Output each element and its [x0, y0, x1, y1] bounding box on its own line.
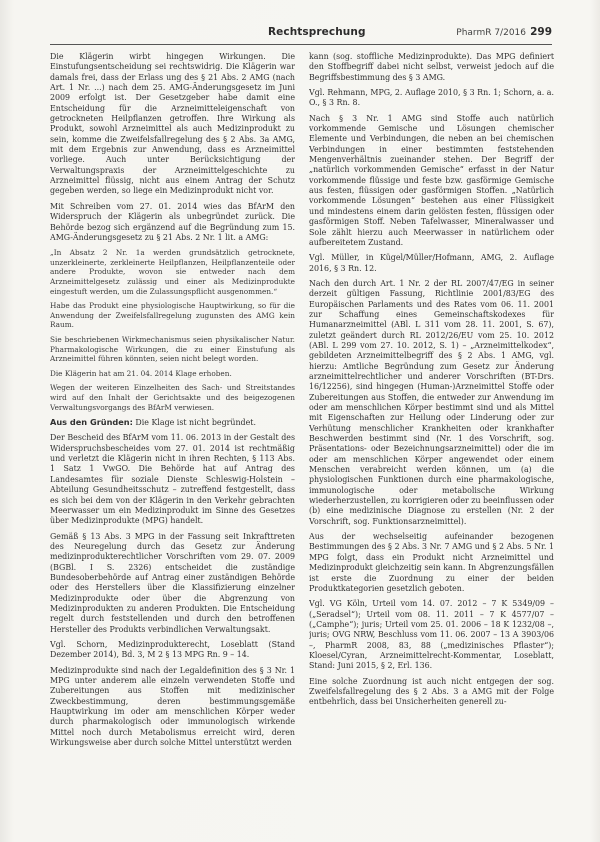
paragraph-lead: Aus den Gründen:	[50, 417, 133, 428]
paragraph-text: Die Klägerin hat am 21. 04. 2014 Klage erhoben.	[50, 368, 232, 378]
paragraph-text: kann (sog. stoffliche Medizinprodukte). Das MPG definiert den Stoffbegriff dabei nicht selbst, verweist jedoch auf die Begriffsbestimmung des § 3 AMG.	[309, 52, 554, 82]
paragraph-text: Habe das Produkt eine physiologische Hauptwirkung, so für die Anwendung der Zweifelsfallregelung zugunsten des AMG kein Raum.	[50, 301, 295, 330]
body-paragraph	[50, 202, 295, 243]
paragraph-text: Der Bescheid des BfArM vom 11. 06. 2013 in der Gestalt des Widerspruchsbescheides vom 27. 01. 2014 ist rechtmäßig und verletzt die Klägerin nicht in ihren Rechten, § 113 Abs. 1 Satz 1 VwGO. Die Behörde hat auf Antrag des Landesamtes für soziale Dienste Schleswig-Holstein – Abteilung Gesundheitsschutz – zutreffend festgestellt, dass es sich bei dem von der Klägerin in den Verkehr gebrachten Meerwasser um ein Medizinprodukt im Sinne des Gesetzes über Medizinprodukte (MPG) handelt.	[50, 433, 295, 526]
body-paragraph	[309, 88, 554, 109]
body-paragraph	[50, 640, 295, 661]
body-paragraph	[50, 433, 295, 526]
paragraph-text: Die Klägerin wirbt hingegen Wirkungen. Die Einstufungsentscheidung sei rechtswidrig. Die Klägerin war damals frei, dass der Erlass ung des § 21 Abs. 2 AMG (nach Art. 1 Nr. ...) nach dem 25. AMG-Änderungsgesetz im Juni 2009 erfolgt ist. Der Gesetzgeber habe damit eine Entscheidung für die Arzneimitteleigenschaft von getrockneten Heilpflanzen getroffen. Ihre Wirkung als Produkt, sowohl Arzneimittel als auch Medizinprodukt zu sein, komme die Zweifelsfallregelung des § 2 Abs. 3a AMG, mit dem Ergebnis zur Anwendung, dass es Arzneimittel vorliege. Auch unter Berücksichtigung der Verwaltungspraxis der Arzneimittelgeschichte zu Arzneimittel flüssig, nicht aus einem Antrag der Schutz gegeben werden, so liege ein Medizinprodukt nicht vor.	[50, 52, 295, 196]
body-paragraph	[309, 599, 554, 671]
body-paragraph	[309, 677, 554, 708]
body-paragraph	[50, 301, 295, 330]
body-paragraph	[309, 114, 554, 248]
paragraph-text: Mit Schreiben vom 27. 01. 2014 wies das BfArM den Widerspruch der Klägerin als unbegründet zurück. Die Behörde bezog sich ergänzend auf die Begründung zum 15. AMG-Änderungsgesetz zu § 21 Abs. 2 Nr. 1 lit. a AMG:	[50, 201, 295, 242]
paragraph-text: Die Klage ist nicht begründet.	[132, 418, 256, 428]
body-paragraph	[50, 248, 295, 296]
paragraph-text: Eine solche Zuordnung ist auch nicht entgegen der sog. Zweifelsfallregelung des § 2 Abs. 3 a AMG mit der Folge entbehrlich, dass bei Unsicherheiten generell zu-	[309, 676, 554, 707]
body-paragraph	[309, 532, 554, 594]
body-paragraph	[309, 279, 554, 527]
body-paragraph	[50, 335, 295, 364]
body-paragraph	[309, 52, 554, 83]
right-column	[309, 52, 554, 818]
body-paragraph	[50, 666, 295, 749]
paragraph-text: Vgl. Müller, in Kügel/Müller/Hofmann, AMG, 2. Auflage 2016, § 3 Rn. 12.	[309, 253, 554, 273]
body-paragraph	[309, 253, 554, 274]
body-paragraph	[50, 532, 295, 635]
paragraph-text: Wegen der weiteren Einzelheiten des Sach- und Streitstandes wird auf den Inhalt der Gerichtsakte und des beigezogenen Verwaltungsvorgangs des BfArM verwiesen.	[50, 383, 295, 412]
page-number: 299	[530, 26, 552, 38]
journal-issue: PharmR 7/2016	[456, 28, 526, 38]
page-header	[50, 24, 552, 45]
paragraph-text: Sie beschriebenen Wirkmechanismus seien physikalischer Natur. Pharmakologische Wirkungen, die zu einer Einstufung als Arzneimittel führen könnten, seien nicht belegt worden.	[50, 334, 295, 364]
body-paragraph	[50, 369, 295, 379]
left-column	[50, 52, 295, 818]
section-heading-paragraph	[50, 417, 295, 428]
paragraph-text: „In Absatz 2 Nr. 1a werden grundsätzlich getrocknete, unzerkleinerte, zerkleinerte Heilpflanzen, Heilpflanzenteile oder andere Produkte, wovon sie entweder nach dem Arzneimittelgesetz zulässig und einer als Medizinprodukte eingestuft werden, um die Zulassungspflicht ausgenommen.“	[50, 248, 295, 296]
body-paragraph	[50, 52, 295, 197]
paragraph-text: Aus der wechselseitig aufeinander bezogenen Bestimmungen des § 2 Abs. 3 Nr. 7 AMG und § 2 Abs. 5 Nr. 1 MPG folgt, dass ein Produkt nicht Arzneimittel und Medizinprodukt gleichzeitig sein kann. In Abgrenzungsfällen ist erste die Zuordnung zu einer der beiden Produktkategorien gesetzlich geboten.	[309, 532, 554, 593]
paragraph-text: Medizinprodukte sind nach der Legaldefinition des § 3 Nr. 1 MPG unter anderem alle einzeln verwendeten Stoffe und Zubereitungen aus Stoffen mit medizinischer Zweckbestimmung, deren bestimmungsgemäße Hauptwirkung im oder am menschlichen Körper weder durch pharmakologisch oder immunologisch wirkende Mittel noch durch Metabolismus erreicht wird, deren Wirkungsweise aber durch solche Mittel unterstützt werden	[50, 665, 295, 748]
section-title: Rechtsprechung	[268, 26, 366, 38]
paragraph-text: Vgl. VG Köln, Urteil vom 14. 07. 2012 – 7 K 5349/09 – („Seradsel“); Urteil vom 08. 11. 2011 – 7 K 4577/07 – („Camphe“); juris; Urteil vom 25. 01. 2006 – 18 K 1232/08 –, juris; OVG NRW, Beschluss vom 11. 06. 2007 – 13 A 3903/06 –, PharmR 2008, 83, 88 („medizinisches Pflaster“); Kloesel/Cyran, Arzneimittelrecht-Kommentar, Loseblatt, Stand: Juni 2015, § 2, Erl. 136.	[309, 599, 554, 671]
paragraph-text: Vgl. Schorn, Medizinprodukterecht, Loseblatt (Stand Dezember 2014), Bd. 3, M 2 § 13 MPG Rn. 9 – 14.	[50, 639, 295, 660]
paragraph-text: Nach den durch Art. 1 Nr. 2 der RL 2007/47/EG in seiner derzeit gültigen Fassung, Richtlinie 2001/83/EG des Europäischen Parlaments und des Rates vom 06. 11. 2001 zur Schaffung eines Gemeinschaftskodexes für Humanarzneimittel (ABl. L 311 vom 28. 11. 2001, S. 67), zuletzt geändert durch RL 2012/26/EU vom 25. 10. 2012 (ABl. L 299 vom 27. 10. 2012, S. 1) – „Arzneimittelkodex“, gebildeten Arzneimittelbegriff des § 2 Abs. 1 AMG, vgl. hierzu: Amtliche Begründung zum Gesetz zur Änderung arzneimittelrechtlicher und anderer Vorschriften (BT-Drs. 16/12256), sind hingegen (Human-)Arzneimittel Stoffe oder Zubereitungen aus Stoffen, die entweder zur Anwendung im oder am menschlichen Körper bestimmt sind und als Mittel mit Eigenschaften zur Heilung oder Linderung oder zur Verhütung menschlicher Krankheiten oder krankhafter Beschwerden bestimmt sind (Nr. 1 des Vorschrift, sog. Präsentations- oder Bezeichnungsarzneimittel) oder die im oder am menschlichen Körper angewendet oder einem Menschen verabreicht werden können, um (a) die physiologischen Funktionen durch eine pharmakologische, immunologische oder metabolische Wirkung wiederherzustellen, zu korrigieren oder zu beeinflussen oder (b) eine medizinische Diagnose zu erstellen (Nr. 2 der Vorschrift, sog. Funktionsarzneimittel).	[309, 278, 554, 526]
paragraph-text: Gemäß § 13 Abs. 3 MPG in der Fassung seit Inkrafttreten des Neuregelung durch das Gesetz zur Änderung medizinprodukterechtlicher Vorschriften vom 29. 07. 2009 (BGBl. I S. 2326) entscheidet die zuständige Bundesoberbehörde auf Antrag einer zuständigen Behörde oder des Herstellers über die Klassifizierung einzelner Medizinprodukte oder über die Abgrenzung von Medizinprodukten zu anderen Produkten. Die Entscheidung regelt durch feststellenden und durch den betroffenen Hersteller des Produkts verbindlichen Verwaltungsakt.	[50, 531, 295, 634]
paragraph-text: Nach § 3 Nr. 1 AMG sind Stoffe auch natürlich vorkommende Gemische und Lösungen chemischer Elemente und Verbindungen, die neben an bei chemischen Verbindungen in einer bestimmten feststehenden Mengenverhältnis zueinander stehen. Der Begriff der „natürlich vorkommenden Gemische“ erfasst in der Natur vorkommende flüssige und feste bzw. gasförmige Gemische aus festen, flüssigen oder gasförmigen Stoffen. „Natürlich vorkommende Lösungen“ bestehen aus einer Flüssigkeit und mindestens einem darin gelösten festen, flüssigen oder gasförmigen Stoff. Neben Tafelwasser, Mineralwasser und Sole zählt hierzu auch Meerwasser in natürlichem oder aufbereitetem Zustand.	[309, 113, 554, 247]
paragraph-text: Vgl. Rehmann, MPG, 2. Auflage 2010, § 3 Rn. 1; Schorn, a. a. O., § 3 Rn. 8.	[309, 88, 554, 108]
body-paragraph	[50, 383, 295, 412]
